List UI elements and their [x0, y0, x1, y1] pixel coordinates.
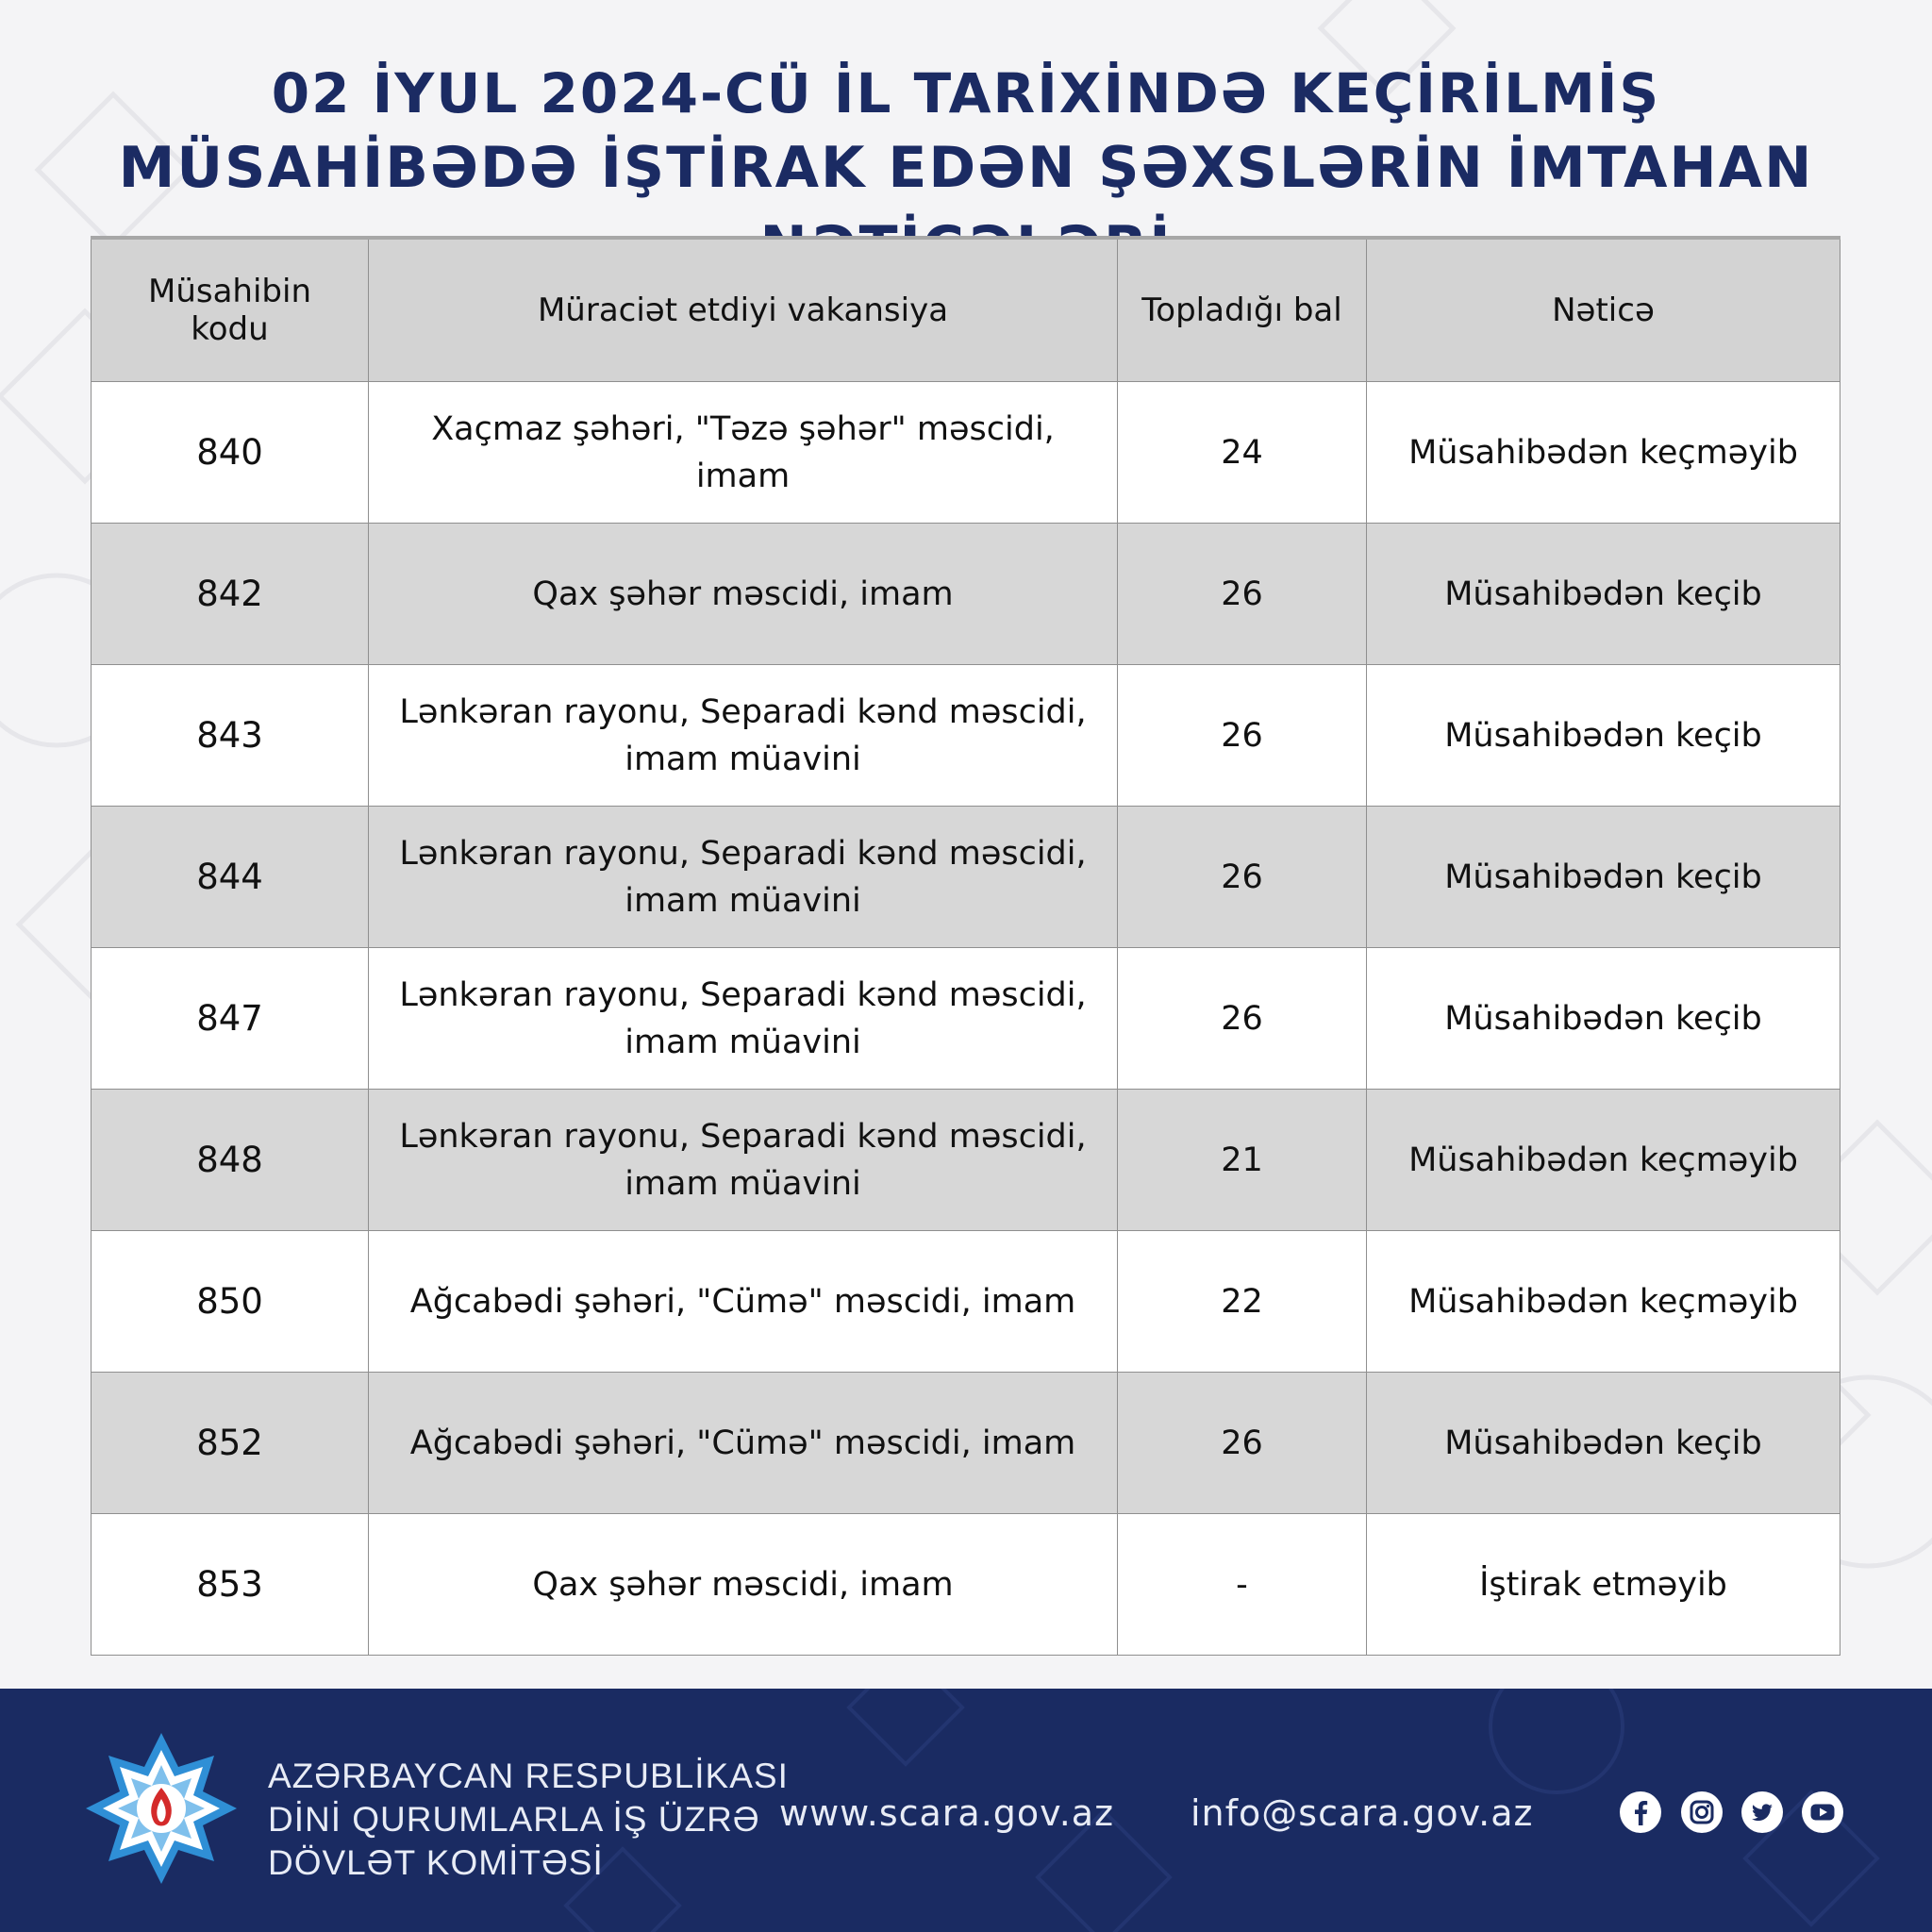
cell-score: 26: [1118, 807, 1367, 948]
org-line-1: AZƏRBAYCAN RESPUBLİKASI: [268, 1757, 789, 1795]
table-row: [92, 807, 1840, 948]
committee-logo-icon: [83, 1730, 240, 1887]
cell-vacancy: Lənkəran rayonu, Separadi kənd məscidi, imam müavini: [369, 807, 1118, 948]
instagram-icon[interactable]: [1680, 1790, 1724, 1834]
table-row: [92, 1231, 1840, 1373]
title-line-2: MÜSAHİBƏDƏ İŞTİRAK EDƏN ŞƏXSLƏRİN İMTAHAN: [118, 135, 1814, 201]
header-code: Müsahibin kodu: [92, 238, 369, 382]
header-vacancy: Müraciət etdiyi vakansiya: [369, 238, 1118, 382]
cell-vacancy: Lənkəran rayonu, Separadi kənd məscidi, imam müavini: [369, 665, 1118, 807]
cell-code: 853: [92, 1514, 369, 1656]
table-row: [92, 665, 1840, 807]
organization-name: [268, 1755, 789, 1885]
cell-code: 847: [92, 948, 369, 1090]
email-link[interactable]: info@scara.gov.az: [1191, 1792, 1534, 1834]
footer-bar: [0, 1689, 1932, 1932]
table-row: [92, 1090, 1840, 1231]
cell-score: 26: [1118, 948, 1367, 1090]
cell-code: 852: [92, 1373, 369, 1514]
table-row: [92, 1514, 1840, 1656]
cell-result: Müsahibədən keçib: [1367, 1373, 1840, 1514]
cell-result: Müsahibədən keçməyib: [1367, 382, 1840, 524]
cell-result: Müsahibədən keçməyib: [1367, 1231, 1840, 1373]
cell-result: Müsahibədən keçib: [1367, 807, 1840, 948]
youtube-icon[interactable]: [1801, 1790, 1844, 1834]
cell-vacancy: Lənkəran rayonu, Separadi kənd məscidi, imam müavini: [369, 1090, 1118, 1231]
cell-code: 843: [92, 665, 369, 807]
title-line-1: 02 İYUL 2024-CÜ İL TARİXİNDƏ KEÇİRİLMİŞ: [271, 61, 1661, 125]
cell-vacancy: Lənkəran rayonu, Separadi kənd məscidi, imam müavini: [369, 948, 1118, 1090]
facebook-icon[interactable]: [1619, 1790, 1662, 1834]
cell-score: 26: [1118, 524, 1367, 665]
cell-result: Müsahibədən keçib: [1367, 948, 1840, 1090]
cell-code: 844: [92, 807, 369, 948]
cell-code: 840: [92, 382, 369, 524]
org-line-2: DİNİ QURUMLARLA İŞ ÜZRƏ: [268, 1800, 760, 1839]
cell-score: 22: [1118, 1231, 1367, 1373]
cell-code: 850: [92, 1231, 369, 1373]
cell-result: Müsahibədən keçməyib: [1367, 1090, 1840, 1231]
table-row: [92, 1373, 1840, 1514]
cell-vacancy: Ağcabədi şəhəri, "Cümə" məscidi, imam: [369, 1231, 1118, 1373]
cell-vacancy: Ağcabədi şəhəri, "Cümə" məscidi, imam: [369, 1373, 1118, 1514]
cell-code: 842: [92, 524, 369, 665]
table-row: [92, 382, 1840, 524]
cell-score: 24: [1118, 382, 1367, 524]
twitter-icon[interactable]: [1740, 1790, 1784, 1834]
table-row: [92, 524, 1840, 665]
cell-result: Müsahibədən keçib: [1367, 665, 1840, 807]
cell-vacancy: Xaçmaz şəhəri, "Təzə şəhər" məscidi, imam: [369, 382, 1118, 524]
table-header-row: [92, 238, 1840, 382]
cell-score: -: [1118, 1514, 1367, 1656]
cell-code: 848: [92, 1090, 369, 1231]
cell-score: 21: [1118, 1090, 1367, 1231]
cell-score: 26: [1118, 1373, 1367, 1514]
results-table: [91, 236, 1840, 1656]
table-row: [92, 948, 1840, 1090]
cell-result: Müsahibədən keçib: [1367, 524, 1840, 665]
org-line-3: DÖVLƏT KOMİTƏSİ: [268, 1843, 604, 1882]
header-score: Topladığı bal: [1118, 238, 1367, 382]
cell-score: 26: [1118, 665, 1367, 807]
website-link[interactable]: www.scara.gov.az: [779, 1792, 1115, 1834]
header-result: Nəticə: [1367, 238, 1840, 382]
cell-result: İştirak etməyib: [1367, 1514, 1840, 1656]
cell-vacancy: Qax şəhər məscidi, imam: [369, 1514, 1118, 1656]
cell-vacancy: Qax şəhər məscidi, imam: [369, 524, 1118, 665]
